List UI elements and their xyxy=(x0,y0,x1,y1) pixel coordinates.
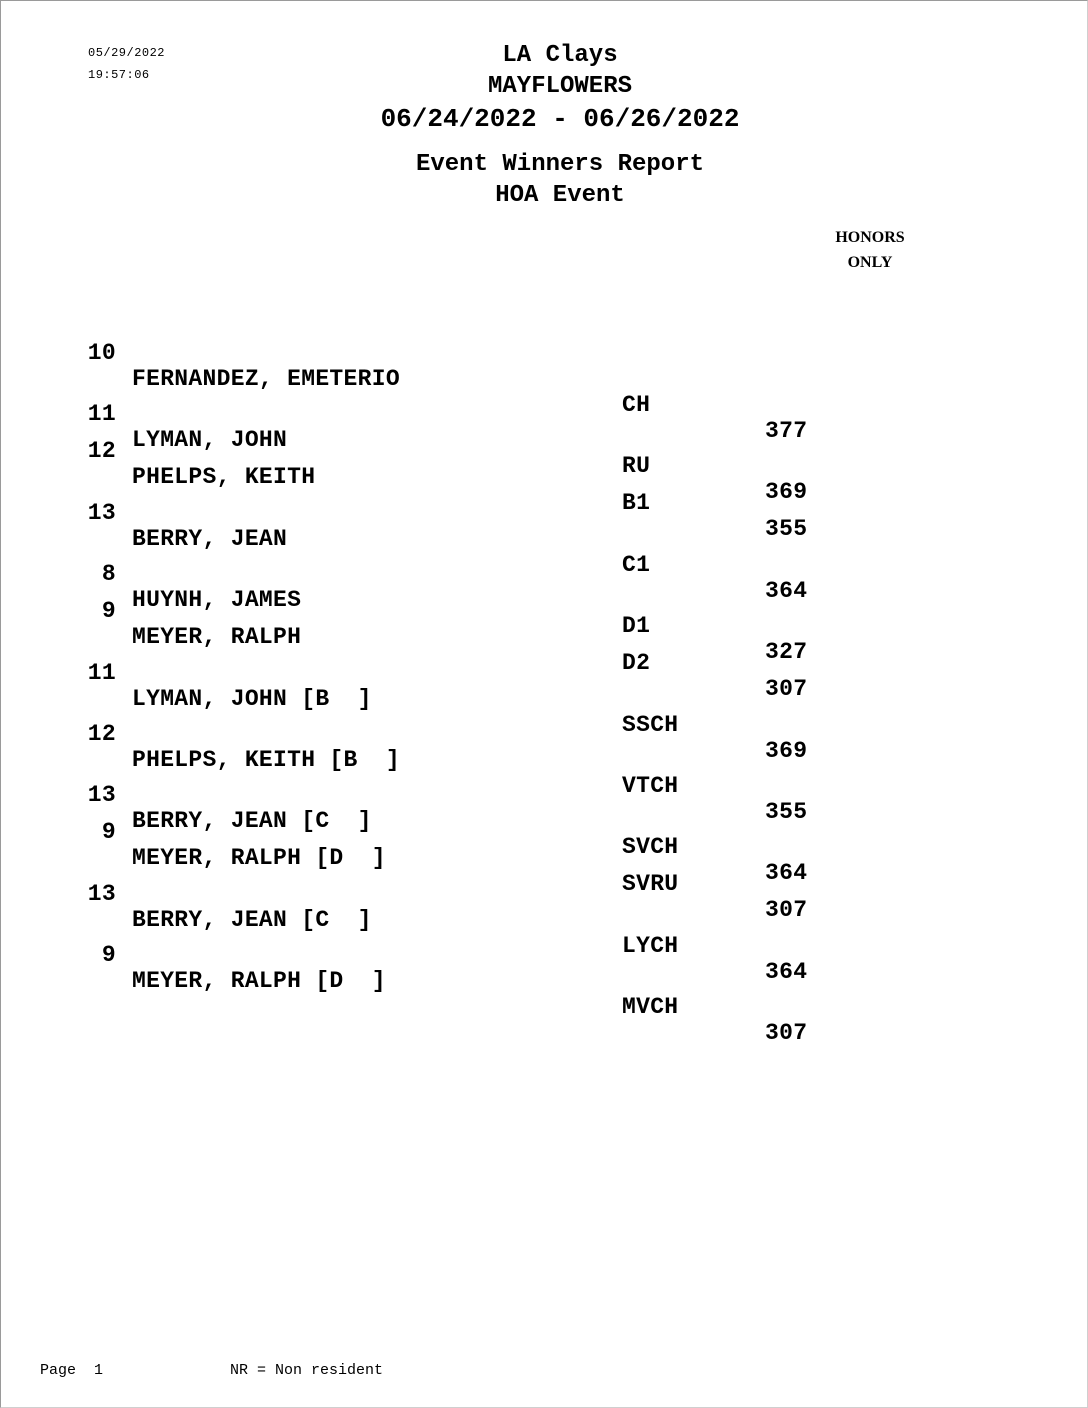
award-class: SSCH xyxy=(622,712,679,738)
score: 369 xyxy=(765,738,808,764)
award-class: CH xyxy=(622,392,651,418)
award-class: MVCH xyxy=(622,994,679,1020)
shooter-number: 12 xyxy=(87,438,116,464)
print-date: 05/29/2022 xyxy=(88,46,166,60)
score: 377 xyxy=(765,418,808,444)
shooter-name: PHELPS, KEITH xyxy=(132,464,316,490)
shooter-number: 8 xyxy=(101,561,116,587)
score: 364 xyxy=(765,578,808,604)
shooter-name: LYMAN, JOHN xyxy=(132,427,288,453)
award-class: B1 xyxy=(622,490,651,516)
shooter-number: 12 xyxy=(87,721,116,747)
page-indicator xyxy=(40,1362,103,1379)
print-time: 19:57:06 xyxy=(88,68,150,82)
shooter-number: 10 xyxy=(87,340,116,366)
score: 307 xyxy=(765,676,808,702)
shooter-name: BERRY, JEAN xyxy=(132,526,288,552)
score: 364 xyxy=(765,860,808,886)
score: 307 xyxy=(765,1020,808,1046)
shooter-name: BERRY, JEAN [C ] xyxy=(132,907,372,933)
score: 307 xyxy=(765,897,808,923)
event-name: MAYFLOWERS xyxy=(487,73,633,100)
event-date-range: 06/24/2022 - 06/26/2022 xyxy=(380,104,740,134)
shooter-number: 9 xyxy=(101,942,116,968)
shooter-name: HUYNH, JAMES xyxy=(132,587,302,613)
shooter-name: BERRY, JEAN [C ] xyxy=(132,808,372,834)
shooter-name: MEYER, RALPH [D ] xyxy=(132,968,386,994)
award-class: VTCH xyxy=(622,773,679,799)
shooter-number: 13 xyxy=(87,782,116,808)
report-title: Event Winners Report xyxy=(415,151,705,178)
honors-line-1: HONORS xyxy=(835,229,905,246)
event-type: HOA Event xyxy=(495,182,625,209)
award-class: SVRU xyxy=(622,871,679,897)
score: 355 xyxy=(765,516,808,542)
shooter-number: 9 xyxy=(101,598,116,624)
award-class: D1 xyxy=(622,613,651,639)
shooter-name: MEYER, RALPH [D ] xyxy=(132,845,386,871)
shooter-number: 13 xyxy=(87,881,116,907)
award-class: LYCH xyxy=(622,933,679,959)
shooter-name: PHELPS, KEITH [B ] xyxy=(132,747,400,773)
club-name: LA Clays xyxy=(502,42,618,69)
honors-line-2: ONLY xyxy=(847,254,893,271)
shooter-number: 13 xyxy=(87,500,116,526)
award-class: C1 xyxy=(622,552,651,578)
score: 364 xyxy=(765,959,808,985)
shooter-number: 9 xyxy=(101,819,116,845)
score: 355 xyxy=(765,799,808,825)
award-class: D2 xyxy=(622,650,651,676)
shooter-number: 11 xyxy=(87,401,116,427)
page-number: 1 xyxy=(94,1362,104,1379)
page-label: Page xyxy=(40,1362,77,1379)
award-class: SVCH xyxy=(622,834,679,860)
award-class: RU xyxy=(622,453,651,479)
footer-legend: NR = Non resident xyxy=(230,1362,384,1379)
score: 369 xyxy=(765,479,808,505)
shooter-name: FERNANDEZ, EMETERIO xyxy=(132,366,400,392)
honors-only-note xyxy=(820,225,920,275)
shooter-number: 11 xyxy=(87,660,116,686)
score: 327 xyxy=(765,639,808,665)
shooter-name: LYMAN, JOHN [B ] xyxy=(132,686,372,712)
shooter-name: MEYER, RALPH xyxy=(132,624,302,650)
